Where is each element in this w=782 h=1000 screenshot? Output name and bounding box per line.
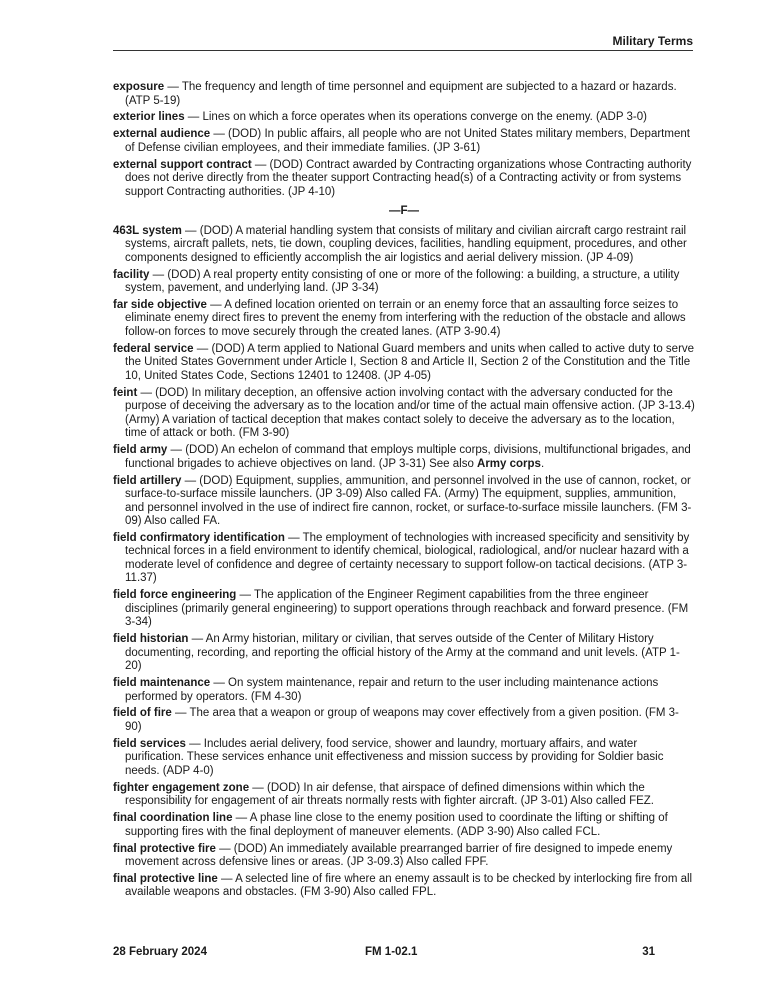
section-letter-heading: —F—	[388, 205, 420, 218]
entry-term: field artillery	[113, 474, 182, 487]
entry-term: field historian	[113, 633, 189, 646]
entry-definition: — (DOD) In military deception, an offensive action involving contact with the adversary conducted for the purpose of deceiving the adversary as to the location and/or time of the actual main offensive action. (JP 3-13.4) (Army) A variation of tactical deception that makes contact solely to deceive the adversary as to the location, time of attack or both. (FM 3-90)	[125, 386, 695, 440]
entry-term: final protective fire	[113, 842, 216, 855]
entry-term: final coordination line	[113, 812, 233, 825]
entry-definition: — (DOD) An immediately available prearranged barrier of fire designed to impede enemy movement across defensive lines or areas. (JP 3-09.3) Also called FPF.	[125, 842, 673, 869]
entries-f	[113, 225, 695, 900]
glossary-entry	[113, 444, 695, 471]
glossary-entry	[113, 843, 695, 870]
glossary-entry	[113, 873, 695, 900]
glossary-entry	[113, 677, 695, 704]
entry-definition: — (DOD) Equipment, supplies, ammunition, and personnel involved in the use of cannon, rocket, or surface-to-surface missile launchers. (JP 3-09) Also called FA. (Army) The equipment, supplies, ammunition, and personnel involved in the use of indirect fire cannon, rocket, or surface-to-surface missile launchers. (FM 3-09) Also called FA.	[125, 474, 692, 528]
header-rule	[113, 50, 693, 51]
glossary-entry	[113, 738, 695, 779]
glossary-entry	[113, 589, 695, 630]
entry-term: external support contract	[113, 158, 252, 171]
entry-term: field of fire	[113, 707, 172, 720]
glossary-entry	[113, 782, 695, 809]
entry-term: final protective line	[113, 872, 218, 885]
footer-publication: FM 1-02.1	[365, 946, 418, 958]
entry-definition: — A phase line close to the enemy position used to coordinate the lifting or shifting of supporting fires with the final deployment of maneuver elements. (ADP 3-90) Also called FCL.	[125, 812, 668, 838]
entries-e	[113, 81, 695, 199]
entry-definition: — (DOD) A material handling system that consists of military and civilian aircraft cargo restraint rail systems, aircraft pallets, nets, tie down, coupling devices, facilities, handling equipment, procedures, and other components designed to efficiently accomplish the air logistics and aerial delivery mission. (JP 4-09)	[125, 224, 687, 264]
glossary-content	[113, 81, 695, 903]
glossary-entry	[113, 269, 695, 296]
entry-definition: — The frequency and length of time personnel and equipment are subjected to a hazard or hazards. (ATP 5-19)	[125, 81, 677, 107]
page-number: 31	[642, 946, 655, 958]
glossary-entry	[113, 128, 695, 155]
entry-definition: — An Army historian, military or civilian, that serves outside of the Center of Military History documenting, recording, and reporting the official history of the Army at the command and unit levels. (ATP 1-20)	[125, 633, 680, 673]
entry-term: 463L system	[113, 224, 182, 237]
glossary-entry	[113, 633, 695, 674]
entry-term: feint	[113, 386, 138, 399]
glossary-entry	[113, 475, 695, 529]
entry-term: field army	[113, 444, 168, 457]
glossary-entry	[113, 299, 695, 340]
glossary-entry	[113, 343, 695, 384]
glossary-entry	[113, 111, 695, 125]
entry-definition: — The employment of technologies with increased specificity and sensitivity by technical forces in a field environment to identify chemical, biological, radiological, and/or nuclear hazard with a moderate level of confidence and degree of certainty necessary to support follow-on tactical decisions. (ATP 3-11.37)	[125, 531, 690, 585]
glossary-entry	[113, 387, 695, 441]
entry-cross-reference: Army corps	[477, 457, 541, 470]
glossary-entry	[113, 812, 695, 839]
glossary-entry	[113, 532, 695, 586]
entry-definition: — Includes aerial delivery, food service, shower and laundry, mortuary affairs, and water purification. These services enhance unit effectiveness and mission success by providing for Soldier basic needs. (ADP 4-0)	[125, 737, 664, 777]
entry-definition: — On system maintenance, repair and return to the user including maintenance actions performed by operators. (FM 4-30)	[125, 677, 659, 703]
entry-term: exposure	[113, 81, 165, 93]
glossary-entry	[113, 81, 695, 108]
entry-term: fighter engagement zone	[113, 781, 250, 794]
entry-definition: — (DOD) A term applied to National Guard members and units when called to active duty to serve the United States Government under Article I, Section 8 and Article II, Section 2 of the Constitution and the Title 10, United States Code, Sections 12401 to 12408. (JP 4-05)	[125, 342, 695, 382]
entry-definition: — The area that a weapon or group of weapons may cover effectively from a given position. (FM 3-90)	[125, 707, 679, 733]
glossary-entry	[113, 225, 695, 266]
entry-term: field force engineering	[113, 589, 237, 602]
entry-definition: — Lines on which a force operates when its operations converge on the enemy. (ADP 3-0)	[184, 111, 647, 124]
entry-term: facility	[113, 268, 150, 281]
entry-definition: — The application of the Engineer Regiment capabilities from the three engineer disciplines (primarily general engineering) to support operations through reachback and forward presence. (FM 3-34)	[125, 589, 689, 629]
entry-definition: — (DOD) An echelon of command that employs multiple corps, divisions, multifunctional brigades, and functional brigades to achieve objectives on land. (JP 3-31) See also	[125, 444, 691, 470]
entry-definition: — (DOD) A real property entity consisting of one or more of the following: a building, a structure, a utility system, pavement, and underlying land. (JP 3-34)	[125, 268, 680, 295]
entry-term: far side objective	[113, 298, 207, 311]
entry-term: federal service	[113, 342, 194, 355]
entry-term: field services	[113, 737, 186, 750]
entry-definition: — (DOD) In public affairs, all people who are not United States military members, Department of Defense civilian employees, and their immediate families. (JP 3-61)	[125, 128, 690, 154]
running-header: Military Terms	[612, 34, 693, 48]
entry-definition: — (DOD) Contract awarded by Contracting organizations whose Contracting authority does not derive directly from the theater support Contracting head(s) of a Contracting activity or from systems support Contracting authorities. (JP 4-10)	[125, 158, 692, 198]
glossary-entry	[113, 707, 695, 734]
glossary-entry	[113, 159, 695, 200]
entry-term: external audience	[113, 128, 211, 141]
entry-term: field maintenance	[113, 677, 211, 690]
footer-date: 28 February 2024	[113, 946, 207, 958]
entry-definition: — A selected line of fire where an enemy assault is to be checked by interlocking fire from all available weapons and obstacles. (FM 3-90) Also called FPL.	[125, 872, 693, 899]
entry-term: exterior lines	[113, 111, 185, 124]
entry-definition: — A defined location oriented on terrain or an enemy force that an assaulting force seizes to eliminate enemy direct fires to prevent the enemy from interfering with the reduction of the obstacle and allows follow-on forces to move securely through the created lanes. (ATP 3-90.4)	[125, 298, 686, 338]
entry-term: field confirmatory identification	[113, 531, 285, 544]
entry-definition: — (DOD) In air defense, that airspace of defined dimensions within which the responsibility for engagement of air threats normally rests with fighter aircraft. (JP 3-01) Also called FEZ.	[125, 781, 655, 808]
entry-definition-end: .	[540, 457, 545, 470]
